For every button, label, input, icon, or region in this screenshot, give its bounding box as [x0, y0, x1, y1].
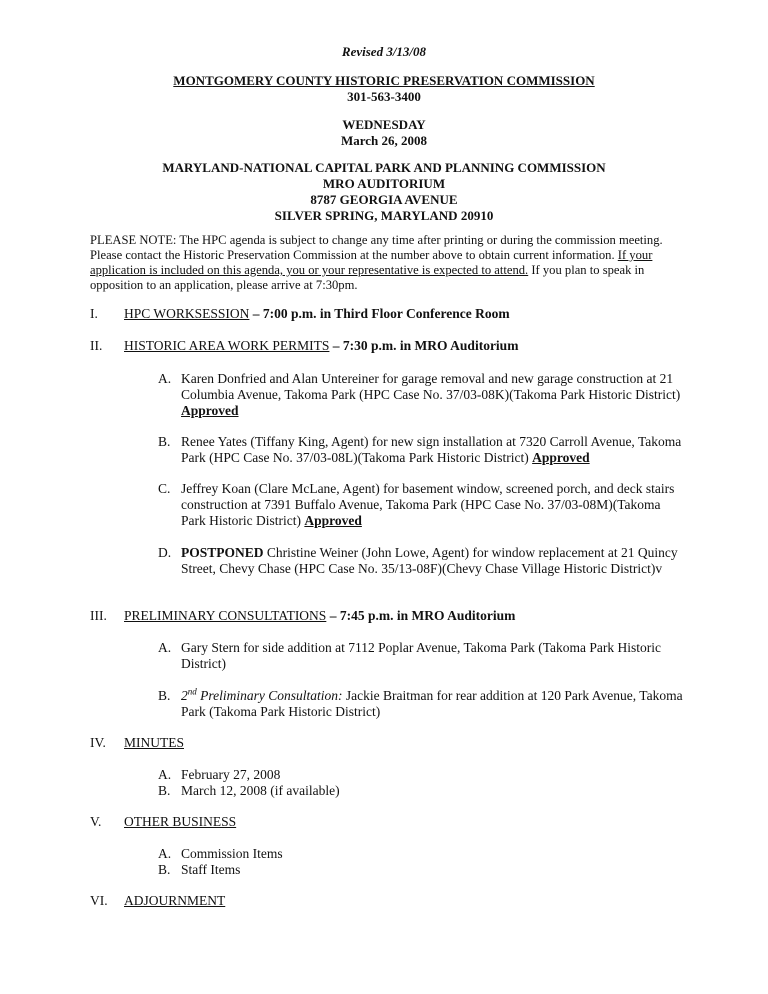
venue-line-3: 8787 GEORGIA AVENUE	[310, 192, 458, 207]
section-title: OTHER BUSINESS	[124, 814, 237, 829]
item-text: Karen Donfried and Alan Untereiner for garage removal and new garage construction at 21 Columbia Avenue, Takoma Park (HPC Case No. 37/03-08K)(Takoma Park Historic District)	[181, 371, 681, 402]
commission-header	[0, 73, 768, 105]
permit-item	[158, 434, 688, 466]
please-note	[90, 233, 690, 293]
item-letter: B.	[158, 688, 171, 703]
permit-item	[158, 371, 688, 419]
section-number: V.	[90, 814, 102, 829]
revised-date: Revised 3/13/08	[341, 44, 427, 59]
section-title: HPC WORKSESSION	[124, 306, 250, 321]
consultation-item	[158, 640, 688, 672]
status-approved: Approved	[304, 513, 362, 528]
section-title: HISTORIC AREA WORK PERMITS	[124, 338, 330, 353]
section-number: II.	[90, 338, 103, 353]
item-letter: B.	[158, 862, 171, 877]
item-letter: B.	[158, 783, 171, 798]
meeting-day: WEDNESDAY	[342, 117, 426, 132]
section-title: PRELIMINARY CONSULTATIONS	[124, 608, 327, 623]
item-letter: A.	[158, 846, 172, 861]
other-business-item	[158, 862, 688, 878]
commission-name: MONTGOMERY COUNTY HISTORIC PRESERVATION COMMISSION	[173, 73, 595, 88]
section-number: VI.	[90, 893, 108, 908]
item-text: Gary Stern for side addition at 7112 Poplar Avenue, Takoma Park (Takoma Park Historic District)	[181, 640, 662, 671]
commission-phone: 301-563-3400	[347, 89, 421, 104]
minutes-item	[158, 783, 688, 799]
item-letter: A.	[158, 640, 172, 655]
section-title: MINUTES	[124, 735, 184, 750]
item-text: Jeffrey Koan (Clare McLane, Agent) for basement window, screened porch, and deck stairs construction at 7391 Buffalo Avenue, Takoma Park (HPC Case No. 37/03-08M)(Takoma Park Historic District)	[181, 481, 675, 528]
item-text: Christine Weiner (John Lowe, Agent) for window replacement at 21 Quincy Street, Chevy Chase (HPC Case No. 35/13-08F)(Chevy Chase Village Historic District)v	[181, 545, 678, 576]
item-letter: A.	[158, 767, 172, 782]
item-text: March 12, 2008 (if available)	[181, 783, 340, 798]
other-business-item	[158, 846, 688, 862]
item-letter: C.	[158, 481, 171, 496]
item-letter: D.	[158, 545, 172, 560]
section-detail: – 7:45 p.m. in MRO Auditorium	[326, 608, 516, 623]
venue-line-2: MRO AUDITORIUM	[322, 176, 446, 191]
note-text-3: If you plan to speak in opposition to an application, please arrive at 7:30pm.	[90, 263, 645, 292]
venue-line-4: SILVER SPRING, MARYLAND 20910	[274, 208, 494, 223]
item-text: Jackie Braitman for rear addition at 120 Park Avenue, Takoma Park (Takoma Park Historic District)	[181, 688, 683, 719]
meeting-date-text: March 26, 2008	[340, 133, 428, 148]
minutes-item	[158, 767, 688, 783]
item-text: February 27, 2008	[181, 767, 281, 782]
ordinal-suffix: nd	[187, 686, 197, 697]
note-text-underlined: If your application is included on this agenda, you or your representative is expected to attend.	[90, 248, 653, 277]
status-approved: Approved	[181, 403, 239, 418]
item-text: Renee Yates (Tiffany King, Agent) for new sign installation at 7320 Carroll Avenue, Takoma Park (HPC Case No. 37/03-08L)(Takoma Park Historic District)	[181, 434, 682, 465]
section-detail: – 7:30 p.m. in MRO Auditorium	[329, 338, 519, 353]
section-number: I.	[90, 306, 98, 321]
section-detail: – 7:00 p.m. in Third Floor Conference Room	[249, 306, 510, 321]
section-number: III.	[90, 608, 107, 623]
item-text: Staff Items	[181, 862, 241, 877]
meeting-venue	[0, 160, 768, 224]
permit-item	[158, 481, 688, 529]
meeting-date	[0, 117, 768, 149]
status-approved: Approved	[532, 450, 590, 465]
note-text-1: PLEASE NOTE: The HPC agenda is subject to change any time after printing or during the commission meeting. Please contact the Historic Preservation Commission at the number above to obtain current information.	[90, 233, 663, 262]
section-number: IV.	[90, 735, 106, 750]
status-postponed: POSTPONED	[181, 545, 264, 560]
venue-line-1: MARYLAND-NATIONAL CAPITAL PARK AND PLANNING COMMISSION	[162, 160, 606, 175]
item-text: Commission Items	[181, 846, 283, 861]
permit-item	[158, 545, 688, 577]
item-letter: B.	[158, 434, 171, 449]
consultation-label: Preliminary Consultation:	[196, 688, 343, 703]
consultation-item	[158, 688, 688, 720]
item-letter: A.	[158, 371, 172, 386]
ordinal-number: 2	[181, 688, 188, 703]
section-title: ADJOURNMENT	[124, 893, 226, 908]
